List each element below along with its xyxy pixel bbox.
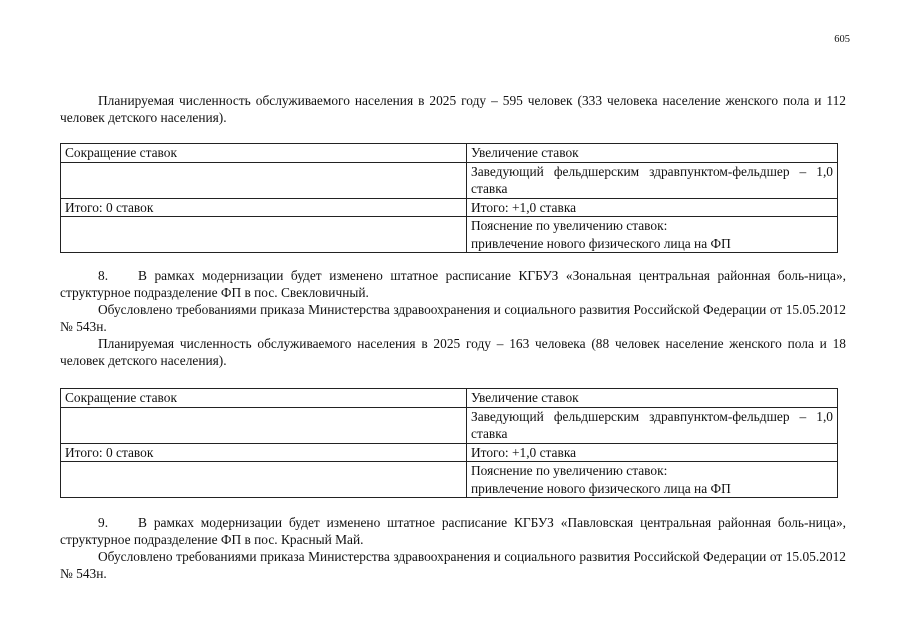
- item-9-section: [60, 514, 846, 582]
- item-8-number: 8.: [98, 268, 109, 283]
- cell-increase-total: Итого: +1,0 ставка: [467, 443, 838, 462]
- header-reduction: Сокращение ставок: [61, 144, 467, 163]
- header-increase: Увеличение ставок: [467, 144, 838, 163]
- table-header-row: [61, 389, 838, 408]
- population-paragraph-1: [60, 92, 846, 126]
- staff-table-1: [60, 143, 838, 253]
- page-number: 605: [834, 34, 850, 45]
- cell-increase-total: Итого: +1,0 ставка: [467, 198, 838, 217]
- cell-increase-position: Заведующий фельдшерским здравпунктом-фельдшер – 1,0 ставка: [467, 162, 838, 198]
- cell-increase-note: [467, 462, 838, 498]
- cell-reduction-total: Итого: 0 ставок: [61, 198, 467, 217]
- table-row: [61, 198, 838, 217]
- cell-increase-position: Заведующий фельдшерским здравпунктом-фельдшер – 1,0 ставка: [467, 407, 838, 443]
- item-9-number: 9.: [98, 515, 109, 530]
- cell-reduction-position: [61, 162, 467, 198]
- item-8-basis: Обусловлено требованиями приказа Министерства здравоохранения и социального развития Российской Федерации от 15.05.2012 № 543н.: [60, 302, 846, 334]
- table-row: [61, 443, 838, 462]
- staff-table-2: [60, 388, 838, 498]
- item-8-paragraph: [60, 267, 846, 301]
- table-row: [61, 407, 838, 443]
- population-text-1: Планируемая численность обслуживаемого населения в 2025 году – 595 человек (333 человека население женского пола и 112 человек детского населения).: [60, 93, 846, 125]
- cell-increase-note: [467, 217, 838, 253]
- table-row: [61, 162, 838, 198]
- note-title: Пояснение по увеличению ставок:: [471, 218, 668, 233]
- table-row: [61, 217, 838, 253]
- cell-reduction-note: [61, 217, 467, 253]
- item-9-basis: Обусловлено требованиями приказа Министерства здравоохранения и социального развития Российской Федерации от 15.05.2012 № 543н.: [60, 549, 846, 581]
- table-row: [61, 462, 838, 498]
- item-8-text: В рамках модернизации будет изменено штатное расписание КГБУЗ «Зональная центральная районная боль-ница», структурное подразделение ФП в пос. Свекловичный.: [60, 268, 846, 300]
- note-text: привлечение нового физического лица на ФП: [471, 480, 731, 496]
- item-8-population: Планируемая численность обслуживаемого населения в 2025 году – 163 человека (88 человек население женского пола и 18 человек детского населения).: [60, 336, 846, 368]
- cell-reduction-position: [61, 407, 467, 443]
- header-reduction: Сокращение ставок: [61, 389, 467, 408]
- item-8-section: [60, 267, 846, 369]
- item-9-paragraph: [60, 514, 846, 548]
- header-increase: Увеличение ставок: [467, 389, 838, 408]
- note-text: привлечение нового физического лица на ФП: [471, 235, 731, 251]
- note-title: Пояснение по увеличению ставок:: [471, 463, 668, 478]
- cell-reduction-total: Итого: 0 ставок: [61, 443, 467, 462]
- table-header-row: [61, 144, 838, 163]
- cell-reduction-note: [61, 462, 467, 498]
- item-9-text: В рамках модернизации будет изменено штатное расписание КГБУЗ «Павловская центральная районная боль-ница», структурное подразделение ФП в пос. Красный Май.: [60, 515, 846, 547]
